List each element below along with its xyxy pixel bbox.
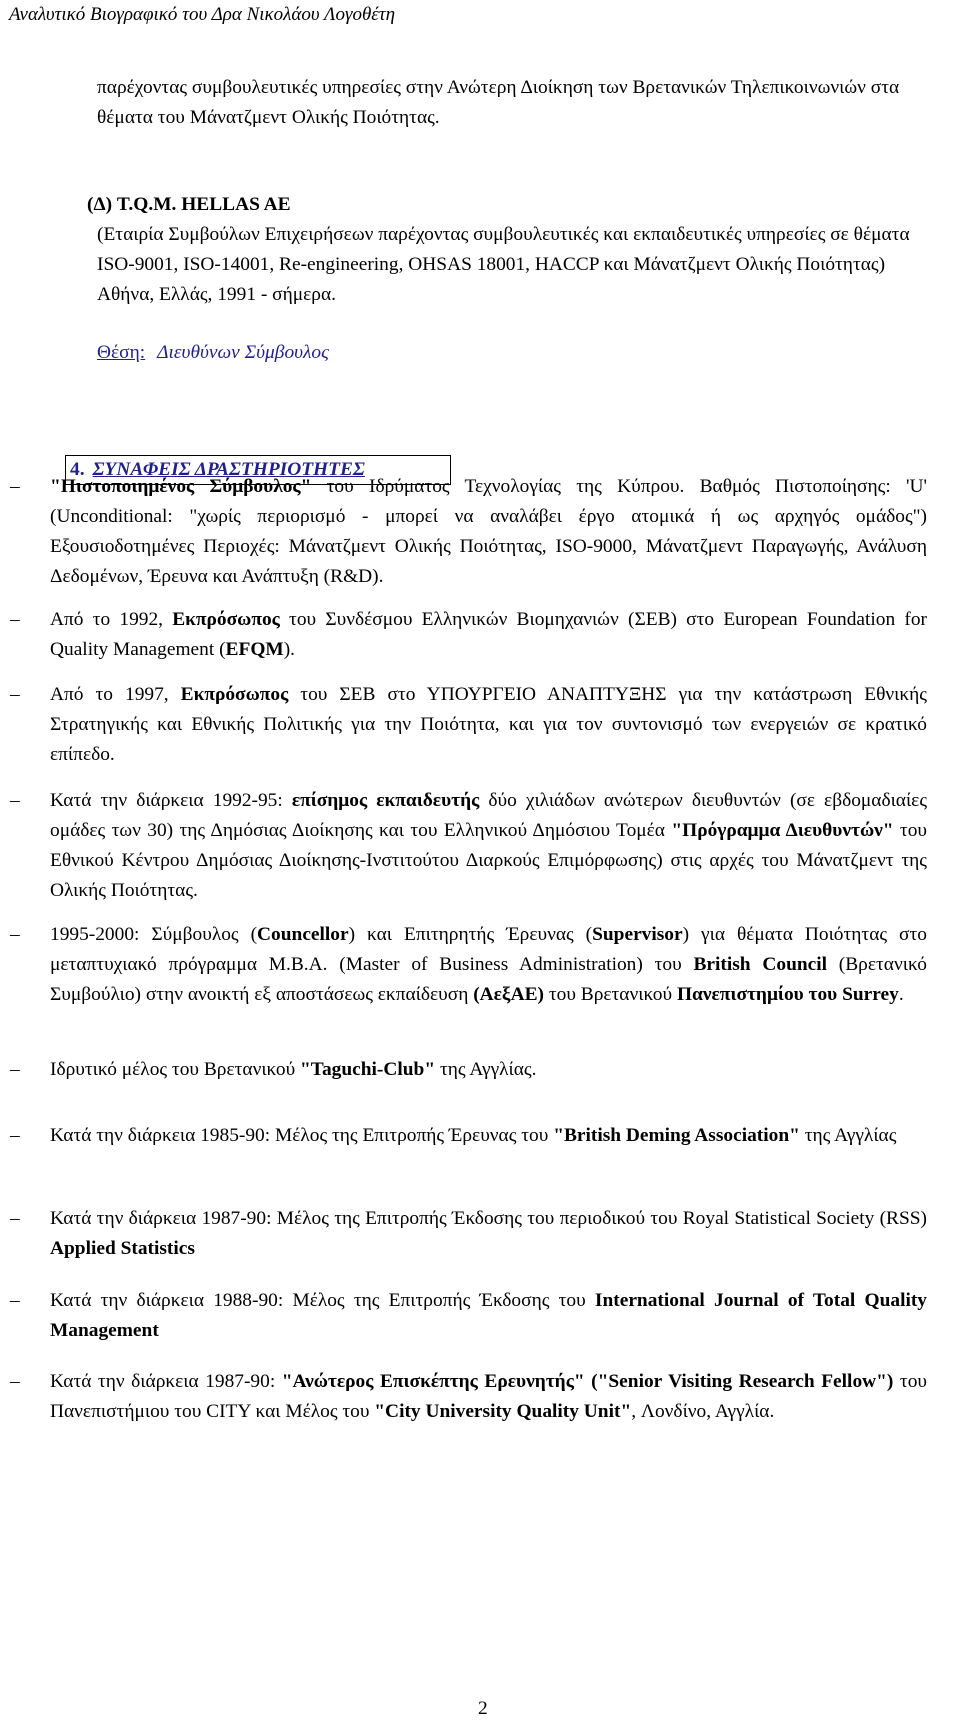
activity-emphasis: "Πρόγραμμα Διευθυντών" — [671, 820, 894, 841]
activity-text: Κατά την διάρκεια 1992-95: — [50, 790, 292, 811]
activity-item — [10, 680, 927, 770]
activity-item — [10, 605, 927, 665]
activity-text: της Αγγλίας — [799, 1125, 897, 1146]
section-title: ΣΥΝΑΦΕΙΣ ΔΡΑΣΤΗΡΙΟΤΗΤΕΣ — [92, 459, 365, 480]
section-number: 4. — [70, 459, 85, 480]
dash-bullet: – — [10, 609, 20, 630]
activity-text: της Αγγλίας. — [435, 1059, 537, 1080]
dash-bullet: – — [10, 684, 20, 705]
activity-emphasis: επίσημος εκπαιδευτής — [291, 790, 480, 811]
dash-bullet: – — [10, 1208, 20, 1229]
running-header: Αναλυτικό Βιογραφικό του Δρα Νικολάου Λογοθέτη — [9, 4, 395, 25]
activity-text: του Εθνικού Κέντρου Δημόσιας Διοίκησης-Ινστιτούτου Διαρκούς Επιμόρφωσης) στις αρχές του Μάνατζμεντ της Ολικής Ποιότητας. — [50, 820, 928, 901]
activity-emphasis: Πανεπιστημίου του Surrey — [676, 984, 899, 1005]
activity-item — [10, 920, 927, 1010]
activity-text: Κατά την διάρκεια 1987-90: Μέλος της Επιτροπής Έκδοσης του περιοδικού του Royal Statistical Society (RSS) — [50, 1208, 927, 1229]
activity-text: Από το 1992, — [50, 609, 173, 630]
activity-text: ) για θέματα Ποιότητας στο μεταπτυχιακό πρόγραμμα M.B.A. (Master of Business Administration) του — [50, 924, 927, 975]
position-label: Θέση: — [97, 342, 146, 363]
activity-item — [10, 1286, 927, 1346]
company-description: (Εταιρία Συμβούλων Επιχειρήσεων παρέχοντας συμβουλευτικές και εκπαιδευτικές υπηρεσίες σε θέματα ISO-9001, ISO-14001, Re-engineering, OHSAS 18001, HACCP και Μάνατζμεντ Ολικής Ποιότητας) Αθήνα, Ελλάς, 1991 - σήμερα. — [97, 224, 910, 305]
activity-item — [10, 1121, 927, 1151]
activity-emphasis: "City University Quality Unit" — [374, 1401, 632, 1422]
activity-text: (Βρετανικό Συμβούλιο) στην ανοικτή εξ αποστάσεως εκπαίδευση — [50, 954, 927, 1005]
activity-text: Από το 1997, — [50, 684, 181, 705]
activity-emphasis: Applied Statistics — [50, 1238, 195, 1259]
activity-text: του ΣΕΒ στο ΥΠΟΥΡΓΕΙΟ ΑΝΑΠΤΥΞΗΣ για την κατάστρωση Εθνικής Στρατηγικής και Εθνικής Πολιτικής για την Ποιότητα, και για τον συντονισμό των ενεργειών σε κρατικό επίπεδο. — [50, 684, 927, 765]
activity-emphasis: Εκπρόσωπος — [180, 684, 289, 705]
activity-emphasis: EFQM — [225, 639, 284, 660]
activity-item — [10, 1367, 927, 1427]
activity-text: Κατά την διάρκεια 1988-90: Μέλος της Επιτροπής Έκδοσης του — [50, 1290, 595, 1311]
dash-bullet: – — [10, 790, 20, 811]
dash-bullet: – — [10, 1371, 20, 1392]
activity-text: του Πανεπιστήμιου του CITY και Μέλος του — [50, 1371, 928, 1422]
company-entry — [87, 190, 927, 310]
page-number: 2 — [478, 1698, 488, 1719]
activity-emphasis: Εκπρόσωπος — [172, 609, 280, 630]
company-name: (Δ) T.Q.M. HELLAS AE — [87, 194, 291, 215]
certified-consultant-label: "Πιστοποιημένος Σύμβουλος" — [50, 476, 312, 497]
activity-text: του Συνδέσμου Ελληνικών Βιομηχανιών (ΣΕΒ) στο European Foundation for Quality Management ( — [50, 609, 927, 660]
intro-paragraph: παρέχοντας συμβουλευτικές υπηρεσίες στην Ανώτερη Διοίκηση των Βρετανικών Τηλεπικοινωνιών στα θέματα του Μάνατζμεντ Ολικής Ποιότητας. — [97, 77, 900, 128]
activity-text: Ιδρυτικό μέλος του Βρετανικού — [50, 1059, 301, 1080]
activity-emphasis: International Journal of Total Quality Management — [50, 1290, 927, 1341]
activity-emphasis: (ΑεξΑΕ) — [473, 984, 544, 1005]
activity-text: Κατά την διάρκεια 1985-90: Μέλος της Επιτροπής Έρευνας του — [50, 1125, 554, 1146]
activity-item — [10, 1055, 927, 1085]
activity-text: του Βρετανικού — [543, 984, 677, 1005]
activity-item — [10, 1204, 927, 1264]
activity-text: , Λονδίνο, Αγγλία. — [631, 1401, 775, 1422]
activity-emphasis: "British Deming Association" — [553, 1125, 800, 1146]
position-line — [97, 342, 329, 364]
activity-text: δύο χιλιάδων ανώτερων διευθυντών (σε εβδομαδιαίες ομάδες των 30) της Δημόσιας Διοίκησης και του Ελληνικού Δημόσιου Τομέα — [50, 790, 928, 841]
dash-bullet: – — [10, 1290, 20, 1311]
activity-item — [10, 472, 927, 592]
activity-text: . — [898, 984, 904, 1005]
activity-text: ) και Επιτηρητής Έρευνας ( — [348, 924, 593, 945]
dash-bullet: – — [10, 1059, 20, 1080]
activity-item — [10, 786, 927, 906]
position-value: Διευθύνων Σύμβουλος — [157, 342, 329, 363]
activity-emphasis: "Taguchi-Club" — [300, 1059, 436, 1080]
activity-emphasis: British Council — [693, 954, 828, 975]
activity-emphasis: Councellor — [257, 924, 349, 945]
activity-emphasis: "Ανώτερος Επισκέπτης Ερευνητής" ("Senior Visiting Research Fellow") — [281, 1371, 894, 1392]
dash-bullet: – — [10, 1125, 20, 1146]
activity-text: Κατά την διάρκεια 1987-90: — [50, 1371, 282, 1392]
activity-text: ). — [283, 639, 296, 660]
activity-text: 1995-2000: Σύμβουλος ( — [50, 924, 258, 945]
activity-text: του Ιδρύματος Τεχνολογίας της Κύπρου. Βαθμός Πιστοποίησης: 'U' (Unconditional: "χωρίς περιορισμό - μπορεί να αναλάβει έργο ατομικά ή ως αρχηγός ομάδος") Εξουσιοδοτημένες Περιοχές: Μάνατζμεντ Ολικής Ποιότητας, ISO-9000, Μάνατζμεντ Παραγωγής, Ανάλυση Δεδομένων, Έρευνα και Ανάπτυξη (R&D). — [50, 476, 927, 587]
dash-bullet: – — [10, 476, 20, 497]
activity-emphasis: Supervisor — [592, 924, 683, 945]
dash-bullet: – — [10, 924, 20, 945]
